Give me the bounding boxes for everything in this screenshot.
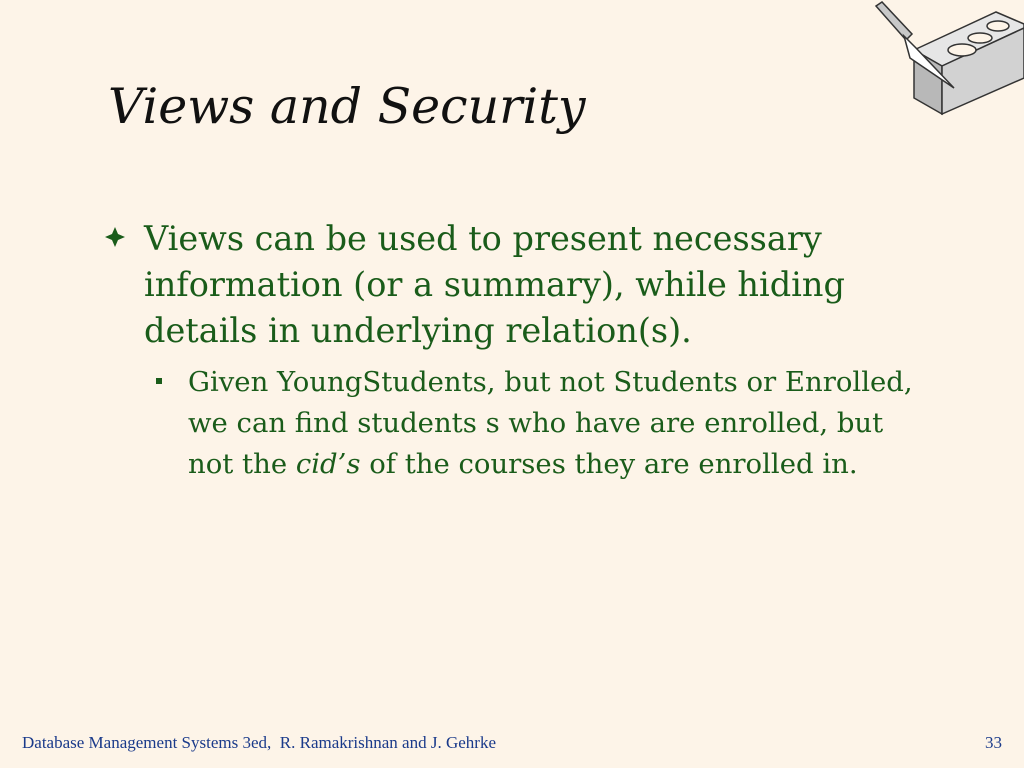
footer-citation: Database Management Systems 3ed, R. Ramakrishnan and J. Gehrke [22, 733, 496, 752]
square-bullet-icon [156, 378, 162, 384]
sub-bullet-text-italic: cid’s [295, 448, 361, 480]
trowel-and-brick-icon [868, 0, 1024, 122]
sub-bullet-text-part: Given YoungStudents, but not Students or Enrolled, we can find students s who have are enrolled, but not the [188, 366, 913, 480]
sub-bullet-text-part: of the courses they are enrolled in. [360, 448, 858, 480]
bullet-text: Views can be used to present necessary information (or a summary), while hiding details in underlying relation(s). [144, 219, 845, 350]
slide-title: Views and Security [108, 78, 586, 135]
diamond-bullet-icon [104, 226, 126, 248]
sub-bullet-text [188, 362, 918, 485]
page-number: 33 [985, 733, 1002, 752]
